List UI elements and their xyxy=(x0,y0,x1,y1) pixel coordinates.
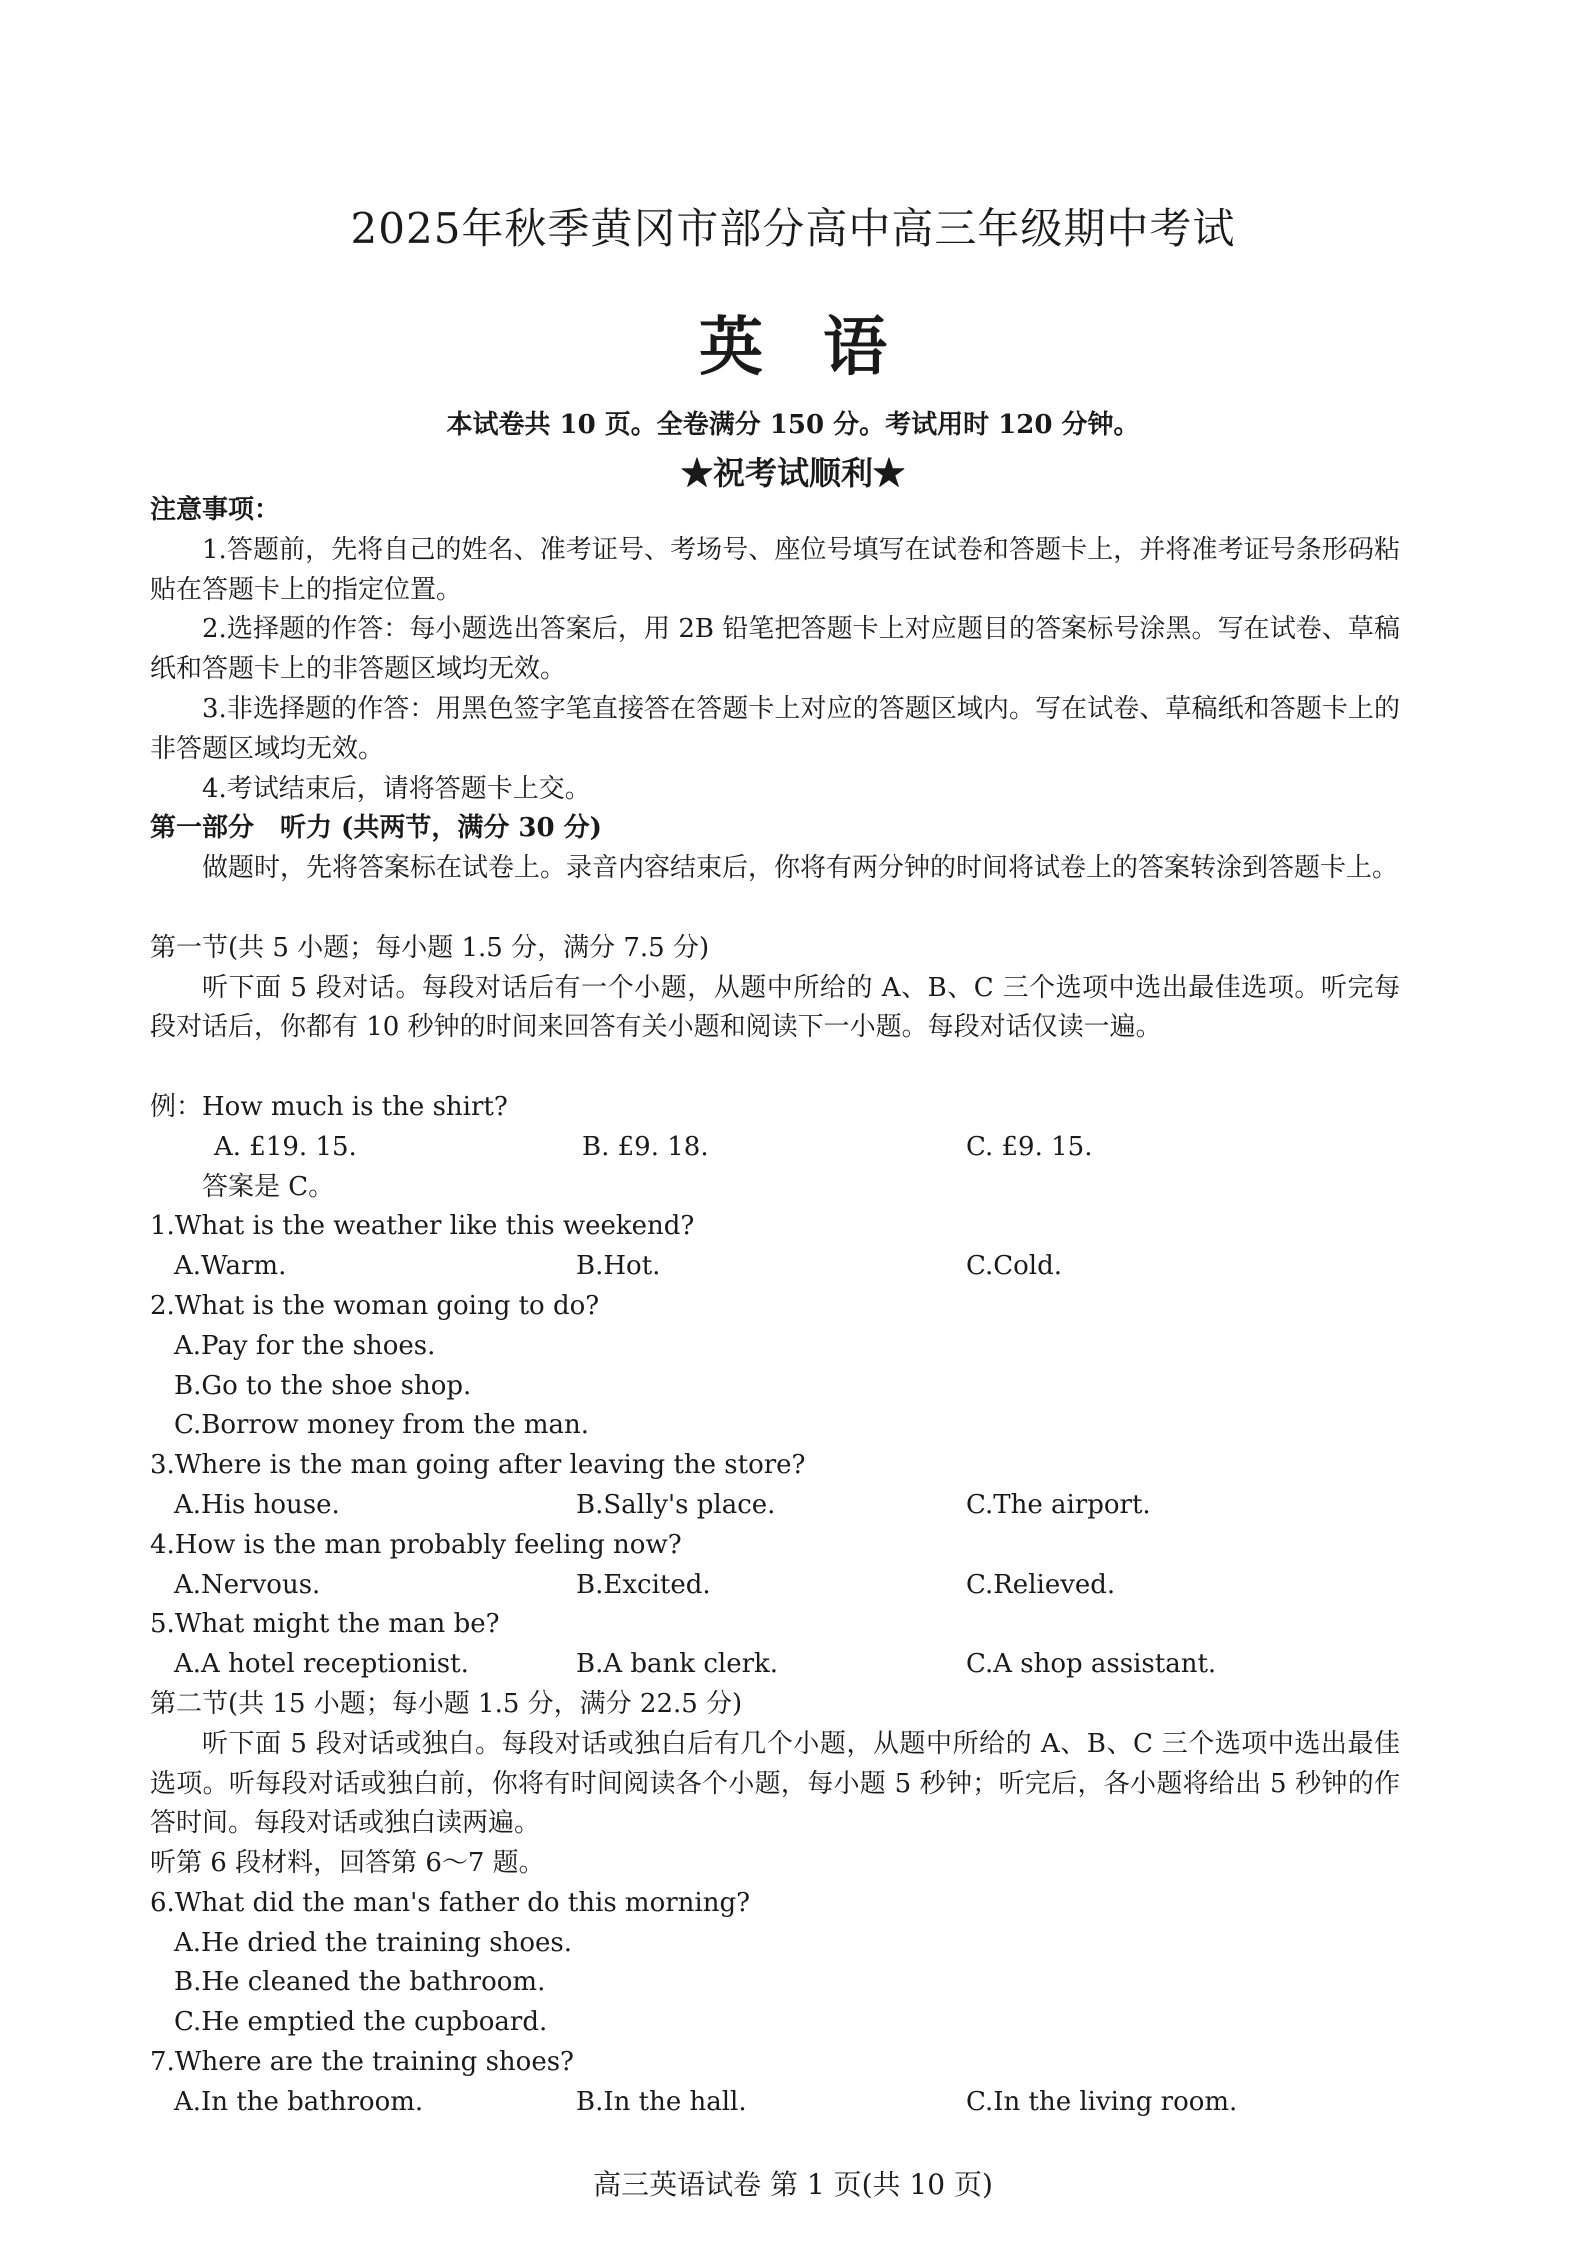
question-1-options xyxy=(150,1247,1400,1287)
option-c: C.Cold. xyxy=(966,1251,1063,1282)
section2-heading: 第二节(共 15 小题；每小题 1.5 分，满分 22.5 分) xyxy=(150,1688,743,1719)
option-b: B.Sally's place. xyxy=(576,1489,776,1520)
option-a: A.In the bathroom. xyxy=(174,2086,424,2117)
page-footer: 高三英语试卷 第 1 页(共 10 页) xyxy=(593,2168,993,2201)
question-7-options xyxy=(150,2083,1400,2123)
option-b: B. £9. 18. xyxy=(582,1131,709,1162)
question-7: 7.Where are the training shoes? xyxy=(150,2047,574,2078)
question-3-options xyxy=(150,1486,1400,1526)
option-c: C.He emptied the cupboard. xyxy=(174,2007,548,2038)
option-c: C. £9. 15. xyxy=(966,1131,1093,1162)
option-c: C.The airport. xyxy=(966,1489,1151,1520)
exam-info: 本试卷共 10 页。全卷满分 150 分。考试用时 120 分钟。 xyxy=(446,410,1140,440)
question-3: 3.Where is the man going after leaving the store? xyxy=(150,1450,806,1481)
option-c: C.Borrow money from the man. xyxy=(174,1410,590,1441)
option-a: A.Nervous. xyxy=(174,1569,321,1600)
option-b: B.Hot. xyxy=(576,1251,661,1282)
option-a: A. £19. 15. xyxy=(214,1131,357,1162)
note-item: 1.答题前，先将自己的姓名、准考证号、考场号、座位号填写在试卷和答题卡上，并将准考证号条形码粘贴在答题卡上的指定位置。 xyxy=(150,534,1400,605)
subject-title: 英语 xyxy=(699,310,947,385)
exam-title: 2025年秋季黄冈市部分高中高三年级期中考试 xyxy=(350,204,1236,253)
example-question: 例：How much is the shirt? xyxy=(150,1091,508,1122)
question-5: 5.What might the man be? xyxy=(150,1609,500,1640)
option-b: B.A bank clerk. xyxy=(576,1649,779,1680)
question-2: 2.What is the woman going to do? xyxy=(150,1290,600,1321)
option-b: B.Go to the shoe shop. xyxy=(174,1370,472,1401)
section2-instruction: 听下面 5 段对话或独白。每段对话或独白后有几个小题，从题中所给的 A、B、C 三个选项中选出最佳选项。听每段对话或独白前，你将有时间阅读各个小题，每小题 5 秒钟；听完后，各小题将给出 5 秒钟的作答时间。每段对话或独白读两遍。 xyxy=(150,1728,1400,1839)
option-a: A.He dried the training shoes. xyxy=(174,1927,573,1958)
exam-body xyxy=(150,491,1400,2123)
section1-instruction: 听下面 5 段对话。每段对话后有一个小题，从题中所给的 A、B、C 三个选项中选出最佳选项。听完每段对话后，你都有 10 秒钟的时间来回答有关小题和阅读下一小题。每段对话仅读一遍。 xyxy=(150,972,1400,1043)
option-b: B.In the hall. xyxy=(576,2086,747,2117)
question-5-options xyxy=(150,1645,1400,1685)
good-luck-banner: ★祝考试顺利★ xyxy=(680,454,905,492)
question-6: 6.What did the man's father do this morning? xyxy=(150,1887,751,1918)
option-a: A.A hotel receptionist. xyxy=(174,1649,469,1680)
question-4: 4.How is the man probably feeling now? xyxy=(150,1529,682,1560)
example-answer: 答案是 C。 xyxy=(202,1171,335,1202)
option-a: A.Pay for the shoes. xyxy=(174,1330,436,1361)
option-c: C.Relieved. xyxy=(966,1569,1116,1600)
option-c: C.A shop assistant. xyxy=(966,1649,1217,1680)
note-item: 3.非选择题的作答：用黑色签字笔直接答在答题卡上对应的答题区域内。写在试卷、草稿纸和答题卡上的非答题区域均无效。 xyxy=(150,693,1400,764)
option-a: A.Warm. xyxy=(174,1251,287,1282)
option-c: C.In the living room. xyxy=(966,2086,1238,2117)
question-1: 1.What is the weather like this weekend? xyxy=(150,1211,695,1242)
option-a: A.His house. xyxy=(174,1489,340,1520)
notes-heading: 注意事项： xyxy=(150,495,281,525)
note-item: 2.选择题的作答：每小题选出答案后，用 2B 铅笔把答题卡上对应题目的答案标号涂黑。写在试卷、草稿纸和答题卡上的非答题区域均无效。 xyxy=(150,614,1400,685)
example-options xyxy=(150,1128,1400,1168)
question-4-options xyxy=(150,1566,1400,1606)
part1-heading: 第一部分 听力 (共两节，满分 30 分) xyxy=(150,813,602,844)
part1-instruction: 做题时，先将答案标在试卷上。录音内容结束后，你将有两分钟的时间将试卷上的答案转涂到答题卡上。 xyxy=(202,853,1399,884)
note-item: 4.考试结束后，请将答题卡上交。 xyxy=(202,773,591,804)
option-b: B.He cleaned the bathroom. xyxy=(174,1967,546,1998)
section1-heading: 第一节(共 5 小题；每小题 1.5 分，满分 7.5 分) xyxy=(150,932,710,963)
material-note: 听第 6 段材料，回答第 6～7 题。 xyxy=(150,1848,545,1879)
option-b: B.Excited. xyxy=(576,1569,711,1600)
